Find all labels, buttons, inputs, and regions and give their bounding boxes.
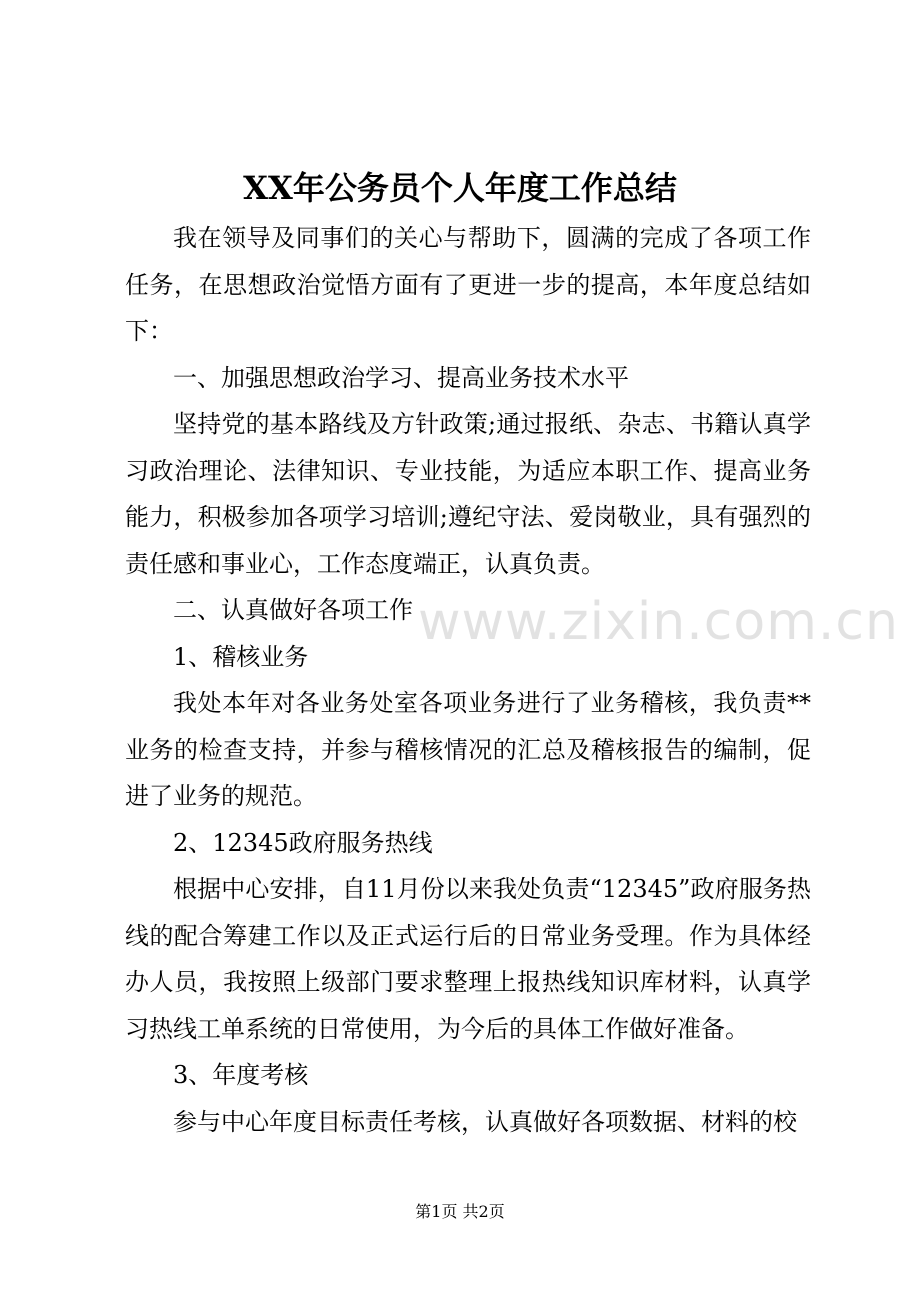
page-footer: 第1页 共2页: [415, 1202, 505, 1221]
body-paragraph: 参与中心年度目标责任考核，认真做好各项数据、材料的校: [173, 1107, 797, 1136]
intro-paragraph: 我在领导及同事们的关心与帮助下，圆满的完成了各项工作任务，在思想政治觉悟方面有了更进一步的提高，本年度总结如下：: [125, 224, 811, 345]
watermark: www.zixin.com.cn: [418, 592, 899, 652]
section-heading-1: 一、加强思想政治学习、提高业务技术水平: [173, 363, 629, 392]
body-paragraph: 坚持党的基本路线及方针政策;通过报纸、杂志、书籍认真学习政治理论、法律知识、专业技能，为适应本职工作、提高业务能力，积极参加各项学习培训;遵纪守法、爱岗敬业，具有强烈的责任感和事业心，工作态度端正，认真负责。: [125, 410, 811, 578]
subsection-heading-2: 2、12345政府服务热线: [173, 828, 433, 857]
document-body: [125, 215, 811, 1145]
body-paragraph: 我处本年对各业务处室各项业务进行了业务稽核，我负责**业务的检查支持，并参与稽核情况的汇总及稽核报告的编制，促进了业务的规范。: [125, 689, 811, 810]
document-title: XX年公务员个人年度工作总结: [243, 169, 677, 207]
body-paragraph: 根据中心安排，自11月份以来我处负责“12345”政府服务热线的配合筹建工作以及正式运行后的日常业务受理。作为具体经办人员，我按照上级部门要求整理上报热线知识库材料，认真学习热线工单系统的日常使用，为今后的具体工作做好准备。: [125, 875, 811, 1043]
subsection-heading-3: 3、年度考核: [173, 1061, 309, 1089]
subsection-heading-1: 1、稽核业务: [173, 642, 309, 671]
section-heading-2: 二、认真做好各项工作: [173, 596, 413, 624]
